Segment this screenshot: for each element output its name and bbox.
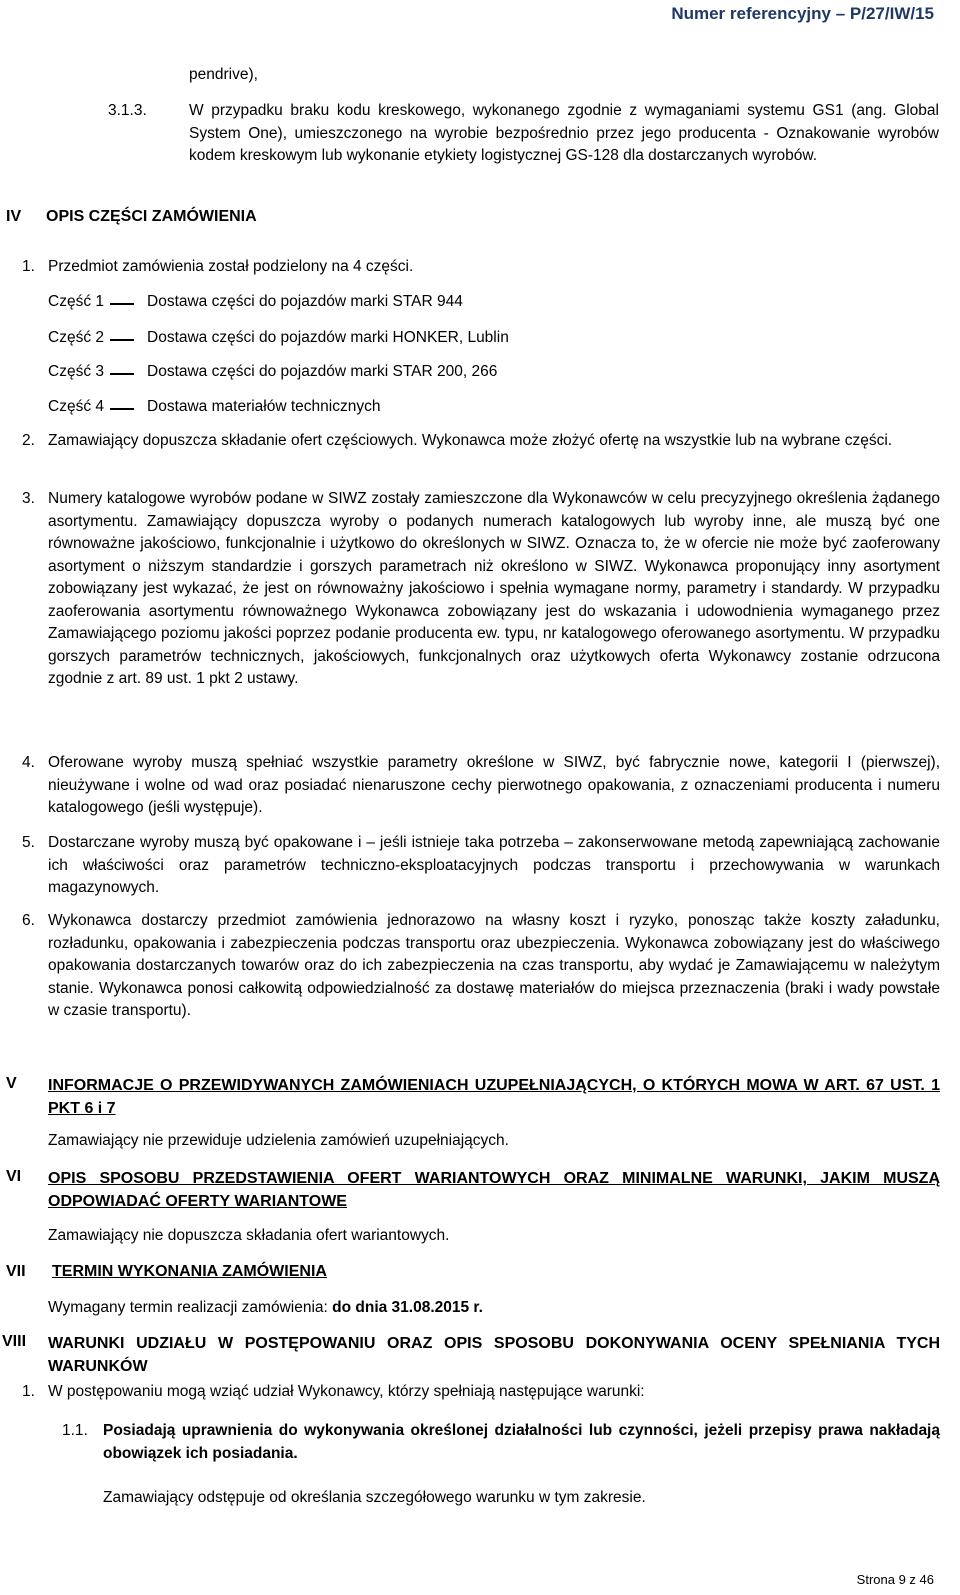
section-title: WARUNKI UDZIAŁU W POSTĘPOWANIU ORAZ OPIS SPOSOBU DOKONYWANIA OCENY SPEŁNIANIA TYCH WARUNKÓW	[48, 1335, 940, 1375]
section-number: IV	[6, 208, 22, 225]
item-number: 3.	[22, 490, 35, 507]
item-number: 5.	[22, 834, 35, 851]
section-title: INFORMACJE O PRZEWIDYWANYCH ZAMÓWIENIACH UZUPEŁNIAJĄCYCH, O KTÓRYCH MOWA W ART. 67 UST. 1 PKT 6 i 7	[48, 1077, 940, 1117]
paragraph: Zamawiający nie przewiduje udzielenia zamówień uzupełniających.	[48, 1132, 509, 1149]
paragraph: Wykonawca dostarczy przedmiot zamówienia jednorazowo na własny koszt i ryzyko, ponosząc także koszty załadunku, rozładunku, opakowania i zabezpieczenia podczas transportu oraz ubezpieczenia. Wykonawca zobowiązany jest do właściwego opakowania dostarczanych towarów oraz do ich zabezpieczenia na czas transportu, aby wydać je Zamawiającemu w należytym stanie. Wykonawca ponosi całkowitą odpowiedzialność za dostawę materiałów do miejsca przeznaczenia (braki i wady powstałe w czasie transportu).	[48, 912, 940, 1019]
part-text: Dostawa części do pojazdów marki STAR 944	[147, 293, 463, 310]
paragraph: Dostarczane wyroby muszą być opakowane i – jeśli istnieje taka potrzeba – zakonserwowane metodą zapewniającą zachowanie ich właściwości oraz parametrów techniczno-eksploatacyjnych podczas transportu i przechowywania w warunkach magazynowych.	[48, 834, 940, 896]
dash-line	[110, 339, 134, 341]
paragraph: Przedmiot zamówienia został podzielony na 4 części.	[48, 258, 414, 275]
part-label: Część 3	[48, 363, 104, 380]
paragraph: Zamawiający dopuszcza składanie ofert częściowych. Wykonawca może złożyć ofertę na wszystkie lub na wybrane części.	[48, 432, 893, 449]
item-number: 2.	[22, 432, 35, 449]
page-number: Strona 9 z 46	[856, 1572, 934, 1587]
paragraph: Zamawiający nie dopuszcza składania ofert wariantowych.	[48, 1227, 450, 1244]
part-text: Dostawa części do pojazdów marki HONKER, Lublin	[147, 329, 509, 346]
dash-line	[110, 303, 134, 305]
part-text: Dostawa części do pojazdów marki STAR 200, 266	[147, 363, 498, 380]
section-number: VIII	[2, 1333, 27, 1350]
paragraph: W przypadku braku kodu kreskowego, wykonanego zgodnie z wymaganiami systemu GS1 (ang. Global System One), umieszczonego na wyrobie bezpośrednio przez jego producenta - Oznakowanie wyrobów kodem kreskowym lub wykonanie etykiety logistycznej GS-128 dla dostarczanych wyrobów.	[189, 102, 939, 164]
section-title: TERMIN WYKONANIA ZAMÓWIENIA	[52, 1263, 327, 1280]
item-number: 1.	[22, 258, 35, 275]
reference-number: Numer referencyjny – P/27/IW/15	[671, 4, 934, 23]
item-number: 4.	[22, 754, 35, 771]
deadline-date: do dnia 31.08.2015 r.	[332, 1299, 483, 1316]
section-number: V	[6, 1075, 17, 1092]
section-title: OPIS CZĘŚCI ZAMÓWIENIA	[46, 208, 257, 225]
paragraph: Posiadają uprawnienia do wykonywania określonej działalności lub czynności, jeżeli przepisy prawa nakładają obowiązek ich posiadania.	[103, 1422, 940, 1462]
list-continuation: pendrive),	[189, 66, 258, 83]
item-number: 3.1.3.	[108, 102, 147, 119]
paragraph	[48, 1297, 483, 1320]
section-title: OPIS SPOSOBU PRZEDSTAWIENIA OFERT WARIANTOWYCH ORAZ MINIMALNE WARUNKI, JAKIM MUSZĄ ODPOWIADAĆ OFERTY WARIANTOWE	[48, 1170, 940, 1210]
part-label: Część 2	[48, 329, 104, 346]
dash-line	[110, 408, 134, 410]
section-number: VII	[6, 1263, 26, 1280]
deadline-label: Wymagany termin realizacji zamówienia:	[48, 1299, 328, 1316]
paragraph: W postępowaniu mogą wziąć udział Wykonawcy, którzy spełniają następujące warunki:	[48, 1383, 645, 1400]
paragraph: Numery katalogowe wyrobów podane w SIWZ zostały zamieszczone dla Wykonawców w celu precyzyjnego określenia żądanego asortymentu. Zamawiający dopuszcza wyroby o podanych numerach katalogowych lub wyroby inne, ale muszą być one równoważne jakościowo, funkcjonalnie i użytkowo do określonych w SIWZ. Oznacza to, że w ofercie nie może być zaoferowany asortyment o niższym standardzie i gorszych parametrach niż określono w SIWZ. Wykonawca proponujący inny asortyment zobowiązany jest wykazać, że jest on równoważny jakościowo i spełnia wymagane normy, parametry i standardy. W przypadku zaoferowania asortymentu równoważnego Wykonawca zobowiązany jest do wskazania i udowodnienia wymaganego przez Zamawiającego poziomu jakości poprzez podanie producenta ew. typu, nr katalogowego oferowanego asortymentu. W przypadku gorszych parametrów technicznych, jakościowych, funkcjonalnych oraz użytkowych oferta Wykonawcy zostanie odrzucona zgodnie z art. 89 ust. 1 pkt 2 ustawy.	[48, 490, 940, 687]
dash-line	[110, 373, 134, 375]
paragraph: Zamawiający odstępuje od określania szczegółowego warunku w tym zakresie.	[103, 1489, 646, 1506]
part-label: Część 4	[48, 398, 104, 415]
section-number: VI	[6, 1168, 22, 1185]
paragraph: Oferowane wyroby muszą spełniać wszystkie parametry określone w SIWZ, być fabrycznie nowe, kategorii I (pierwszej), nieużywane i wolne od wad oraz posiadać nienaruszone cechy pierwotnego opakowania, z oznaczeniami producenta i numeru katalogowego (jeśli występuje).	[48, 754, 940, 816]
item-number: 1.	[22, 1383, 35, 1400]
item-number: 1.1.	[62, 1422, 88, 1439]
part-label: Część 1	[48, 293, 104, 310]
part-text: Dostawa materiałów technicznych	[147, 398, 381, 415]
item-number: 6.	[22, 912, 35, 929]
